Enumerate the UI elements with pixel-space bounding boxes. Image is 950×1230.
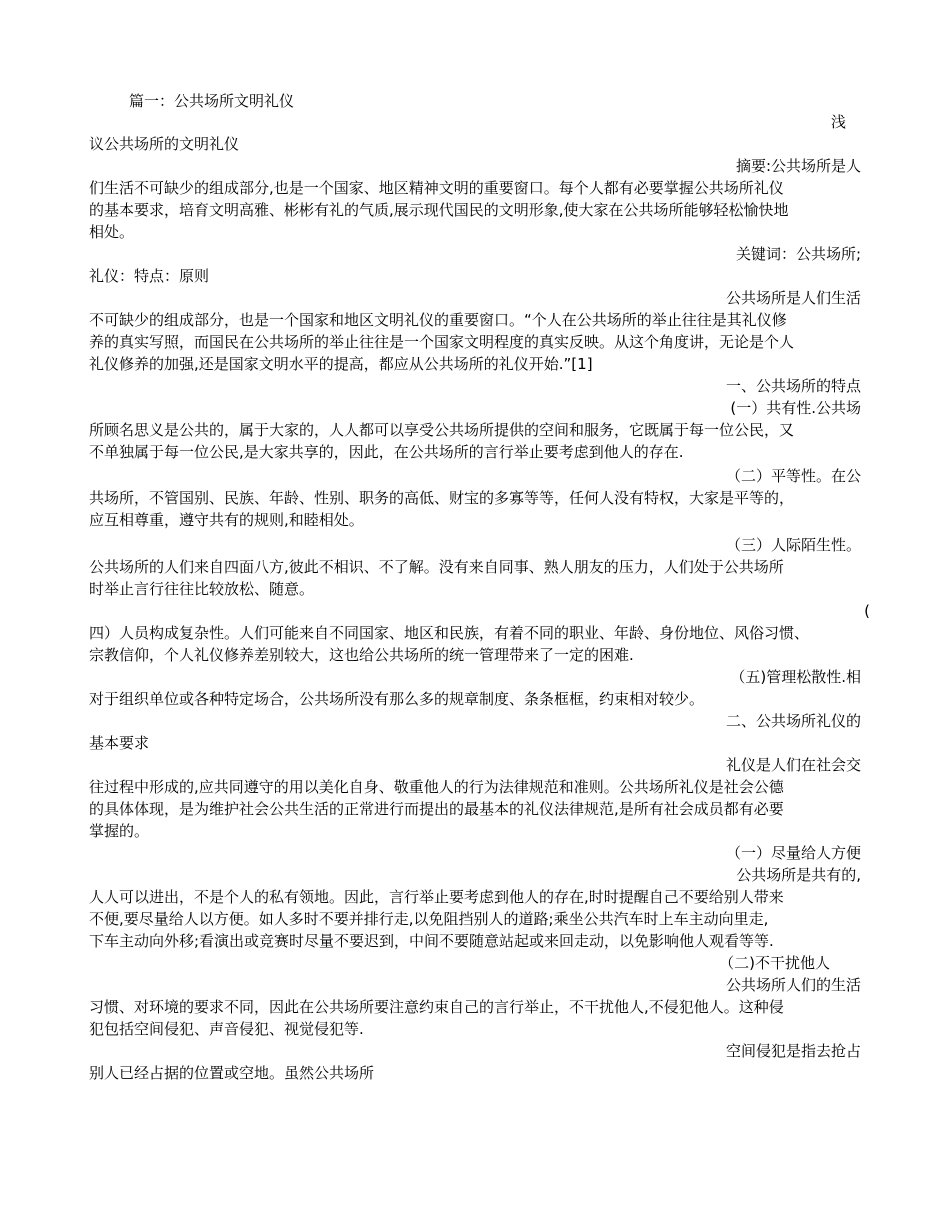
body-line: 公共场所的人们来自四面八方,彼此不相识、不了解。没有来自同事、熟人朋友的压力，人们处于公共场所 xyxy=(89,558,784,576)
body-line: ( xyxy=(864,602,870,620)
body-line: 时举止言行往往比较放松、随意。 xyxy=(89,580,315,598)
body-line: 宗教信仰，个人礼仪修养差别较大，这也给公共场所的统一管理带来了一定的困难. xyxy=(89,646,634,664)
body-line: 不单独属于每一位公民,是大家共享的，因此，在公共场所的言行举止要考虑到他人的存在. xyxy=(89,443,684,461)
subsection-heading: （三）人际陌生性。 xyxy=(725,536,861,554)
body-line: 人人可以进出，不是个人的私有领地。因此，言行举止要考虑到他人的存在,时时提醒自己不要给别人带来 xyxy=(89,888,784,906)
body-line: 公共场所是共有的, xyxy=(736,866,861,884)
section-heading: 二、公共场所礼仪的 xyxy=(725,712,861,730)
body-line: 不可缺少的组成部分，也是一个国家和地区文明礼仪的重要窗口。“个人在公共场所的举止往往是其礼仪修 xyxy=(89,311,787,329)
body-line: 对于组织单位或各种特定场合，公共场所没有那么多的规章制度、条条框框，约束相对较少。 xyxy=(89,690,705,708)
subsection-heading: （五)管理松散性.相 xyxy=(730,668,861,686)
section-heading: 基本要求 xyxy=(89,734,150,752)
document-heading: 篇一：公共场所文明礼仪 xyxy=(129,92,295,110)
subsection-heading: （一）尽量给人方便 xyxy=(725,844,861,862)
body-line: 公共场所是人们生活 xyxy=(725,289,861,307)
keywords-line: 礼仪：特点：原则 xyxy=(89,267,210,285)
body-line: 往过程中形成的,应共同遵守的用以美化自身、敬重他人的行为法律规范和准则。公共场所礼仪是社会公德 xyxy=(89,778,784,796)
subsection-heading: （二）平等性。在公 xyxy=(725,467,861,485)
body-line: 下车主动向外移;看演出或竞赛时尽量不要迟到，中间不要随意站起或来回走动，以免影响他人观看等等. xyxy=(89,932,774,950)
body-line: 公共场所人们的生活 xyxy=(725,976,861,994)
body-line: 四）人员构成复杂性。人们可能来自不同国家、地区和民族，有着不同的职业、年龄、身份地位、风俗习惯、 xyxy=(89,624,810,642)
title-line: 浅 xyxy=(830,113,846,131)
abstract-line: 们生活不可缺少的组成部分,也是一个国家、地区精神文明的重要窗口。每个人都有必要掌握公共场所礼仪 xyxy=(89,179,784,197)
abstract-line: 的基本要求，培育文明高雅、彬彬有礼的气质,展示现代国民的文明形象,使大家在公共场所能够轻松愉快地 xyxy=(89,201,789,219)
body-line: 别人已经占据的位置或空地。虽然公共场所 xyxy=(89,1064,375,1082)
body-line: 共场所，不管国别、民族、年龄、性别、职务的高低、财宝的多寡等等，任何人没有特权，大家是平等的， xyxy=(89,489,795,507)
body-line: 礼仪是人们在社会交 xyxy=(725,756,861,774)
abstract-line: 相处。 xyxy=(89,223,135,241)
keywords-line: 关键词：公共场所; xyxy=(735,245,861,263)
body-line: 礼仪修养的加强,还是国家文明水平的提高，都应从公共场所的礼仪开始.”[1] xyxy=(89,355,593,373)
title-line: 议公共场所的文明礼仪 xyxy=(89,135,240,153)
body-line: 习惯、对环境的要求不同，因此在公共场所要注意约束自己的言行举止，不干扰他人,不侵犯他人。这种侵 xyxy=(89,998,784,1016)
subsection-heading: （二)不干扰他人 xyxy=(719,954,830,972)
body-line: 掌握的。 xyxy=(89,822,150,840)
body-line: 所顾名思义是公共的，属于大家的，人人都可以享受公共场所提供的空间和服务，它既属于每一位公民，又 xyxy=(89,421,795,439)
body-line: 空间侵犯是指去抢占 xyxy=(725,1042,861,1060)
body-line: 养的真实写照，而国民在公共场所的举止往往是一个国家文明程度的真实反映。从这个角度讲，无论是个人 xyxy=(89,333,795,351)
section-heading: 一、公共场所的特点 xyxy=(725,377,861,395)
body-line: 应互相尊重，遵守共有的规则,和睦相处。 xyxy=(89,511,364,529)
body-line: 的具体体现，是为维护社会公共生活的正常进行而提出的最基本的礼仪法律规范,是所有社会成员都有必要 xyxy=(89,800,784,818)
abstract-line: 摘要:公共场所是人 xyxy=(735,157,861,175)
subsection-heading: (一）共有性.公共场 xyxy=(730,399,861,417)
body-line: 不便,要尽量给人以方便。如人多时不要并排行走,以免阻挡别人的道路;乘坐公共汽车时上车主动向里走, xyxy=(89,910,769,928)
body-line: 犯包括空间侵犯、声音侵犯、视觉侵犯等. xyxy=(89,1020,364,1038)
